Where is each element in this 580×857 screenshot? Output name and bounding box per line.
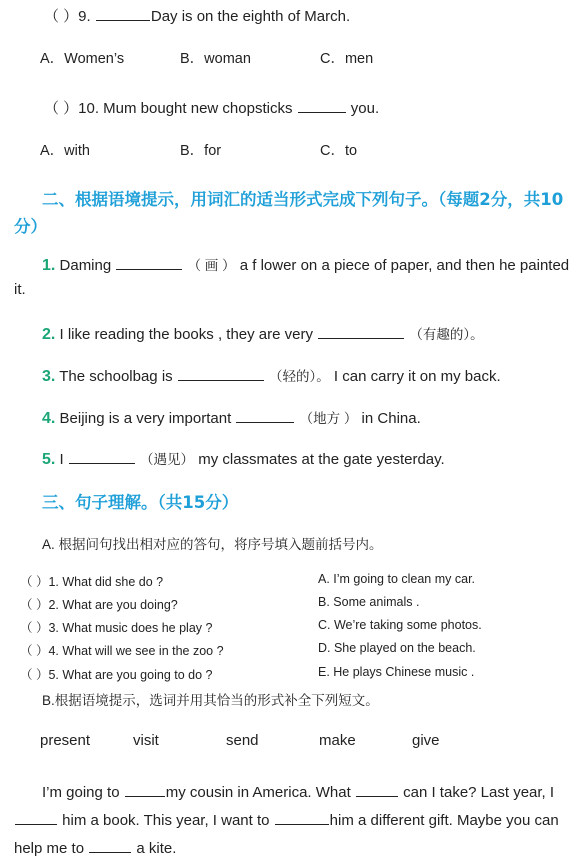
passage-text: I’m going to [42, 784, 120, 801]
fill-item-1-cont: it. [14, 281, 26, 298]
match-question-4: （ ）4. What will we see in the zoo ? [20, 644, 224, 658]
option-9b: B．woman [180, 51, 251, 67]
answer-blank[interactable] [298, 98, 346, 113]
fill-item-2 [42, 323, 484, 344]
match-answer-e: E. He plays Chinese music . [318, 665, 475, 679]
passage-text: can I take? Last year, I [403, 784, 555, 801]
passage-line-1 [42, 782, 554, 801]
option-10a: A．with [40, 143, 90, 159]
answer-blank[interactable] [125, 782, 165, 797]
item-number: 3. [42, 368, 56, 385]
match-question-5: （ ）5. What are you going to do ? [20, 668, 213, 682]
fill-item-5 [42, 448, 445, 469]
answer-blank[interactable] [89, 838, 131, 853]
item-text-after: my classmates at the gate yesterday. [198, 451, 445, 468]
item-hint: （有趣的）。 [409, 327, 484, 342]
item-number: 5. [42, 451, 56, 468]
answer-blank[interactable] [69, 449, 135, 464]
answer-blank[interactable] [116, 255, 182, 270]
section-2-title: 二、根据语境提示，用词汇的适当形式完成下列句子。（每题2分，共10 [42, 190, 564, 209]
part-b-instruction: B.根据语境提示，选词并用其恰当的形式补全下列短文。 [42, 693, 379, 708]
question-9-text: Day is on the eighth of March. [150, 8, 351, 25]
question-10 [44, 97, 379, 118]
item-number: 4. [42, 410, 56, 427]
section-3-title: 三、句子理解。（共15分） [42, 493, 239, 512]
match-question-3: （ ）3. What music does he play ? [20, 621, 213, 635]
item-number: 1. [42, 257, 56, 274]
passage-text: him a different gift. Maybe you can [329, 812, 559, 829]
item-text: Beijing is a very important [59, 410, 232, 427]
question-9 [44, 5, 350, 26]
answer-blank[interactable] [318, 324, 404, 339]
item-hint: （轻的）。 [269, 369, 330, 384]
answer-blank[interactable] [96, 6, 150, 21]
item-text-after: a f lower on a piece of paper, and then he painted [239, 257, 570, 274]
match-answer-b: B. Some animals . [318, 595, 420, 609]
passage-line-3 [14, 838, 176, 857]
item-text: I [59, 451, 64, 468]
question-9-mark: （ ）9. [44, 8, 91, 25]
passage-text: help me to [14, 840, 85, 857]
answer-blank[interactable] [236, 408, 294, 423]
fill-item-1 [42, 254, 569, 275]
item-text-after: I can carry it on my back. [333, 368, 501, 385]
option-9c: C．men [320, 51, 374, 67]
word-bank-visit: visit [133, 732, 159, 749]
match-answer-d: D. She played on the beach. [318, 641, 476, 655]
passage-text: him a book. This year, I want to [62, 812, 270, 829]
passage-text: a kite. [136, 840, 177, 857]
item-hint: （ 画 ） [187, 258, 236, 273]
passage-text: my cousin in America. What [165, 784, 351, 801]
word-bank-make: make [319, 732, 356, 749]
match-answer-a: A. I’m going to clean my car. [318, 572, 476, 586]
item-text: The schoolbag is [59, 368, 173, 385]
part-a-instruction: A. 根据问句找出相对应的答句，将序号填入题前括号内。 [42, 537, 383, 552]
section-2-title-cont: 分） [14, 217, 47, 236]
answer-blank[interactable] [275, 810, 329, 825]
match-question-1: （ ）1. What did she do ? [20, 575, 164, 589]
item-number: 2. [42, 326, 56, 343]
word-bank-give: give [412, 732, 440, 749]
question-10-mark: （ ）10. Mum bought new chopsticks [44, 100, 293, 117]
word-bank-send: send [226, 732, 259, 749]
option-9a: A．Women’s [40, 51, 125, 67]
question-10-text: you. [350, 100, 380, 117]
match-answer-c: C. We’re taking some photos. [318, 618, 482, 632]
answer-blank[interactable] [356, 782, 398, 797]
item-text-after: in China. [361, 410, 421, 427]
answer-blank[interactable] [15, 810, 57, 825]
fill-item-4 [42, 407, 421, 428]
passage-line-2 [14, 810, 559, 829]
option-10c: C．to [320, 143, 358, 159]
answer-blank[interactable] [178, 366, 264, 381]
word-bank-present: present [40, 732, 91, 749]
item-hint: （遇见） [140, 452, 195, 467]
fill-item-3 [42, 365, 501, 386]
item-text: Daming [59, 257, 112, 274]
item-hint: （地方 ） [299, 411, 358, 426]
item-text: I like reading the books , they are very [59, 326, 313, 343]
option-10b: B．for [180, 143, 222, 159]
match-question-2: （ ）2. What are you doing? [20, 598, 178, 612]
